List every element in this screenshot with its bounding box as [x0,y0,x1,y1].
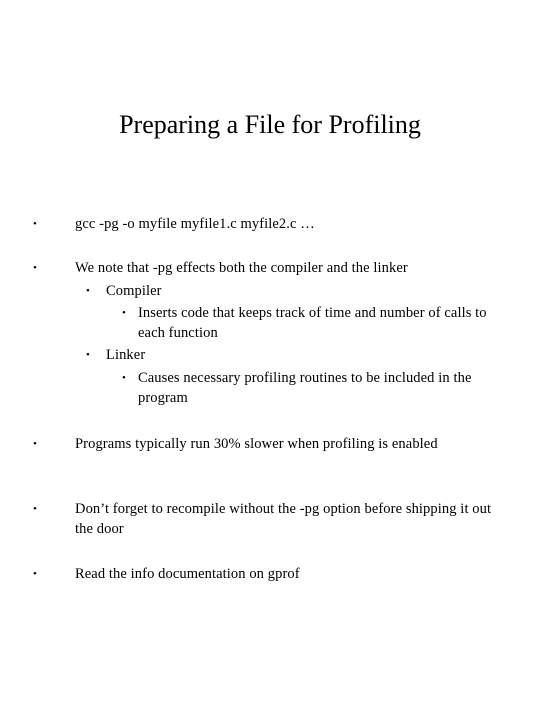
bullet-icon: • [86,285,90,297]
bullet-text: Linker [106,347,146,363]
bullet-text: Compiler [106,283,162,299]
bullet-text: Causes necessary profiling routines to be included in the program [138,370,472,406]
bullet-text: We note that -pg effects both the compiler and the linker [75,260,408,276]
bullet-item-read-docs [33,564,495,584]
bullet-icon: • [86,349,90,361]
bullet-icon: • [33,218,37,230]
bullet-icon: • [33,438,37,450]
bullet-item-slower [33,434,495,454]
slide-title: Preparing a File for Profiling [119,110,421,139]
bullet-icon: • [33,262,37,274]
bullet-text: Inserts code that keeps track of time and number of calls to each function [138,305,487,341]
bullet-icon: • [122,307,126,319]
bullet-item-pg-effects [33,258,495,278]
bullet-text: Programs typically run 30% slower when profiling is enabled [75,436,438,452]
sub-bullet-linker [86,345,496,365]
bullet-icon: • [33,503,37,515]
bullet-icon: • [33,568,37,580]
sub-sub-bullet-profiling-routines [122,368,498,408]
bullet-text: Read the info documentation on gprof [75,566,300,582]
sub-sub-bullet-inserts-code [122,303,498,343]
bullet-text: gcc -pg -o myfile myfile1.c myfile2.c … [75,216,315,232]
bullet-item-gcc-command [33,214,495,234]
bullet-icon: • [122,372,126,384]
bullet-item-recompile [33,499,495,539]
bullet-text: Don’t forget to recompile without the -pg option before shipping it out the door [75,501,492,537]
sub-bullet-compiler [86,281,496,301]
